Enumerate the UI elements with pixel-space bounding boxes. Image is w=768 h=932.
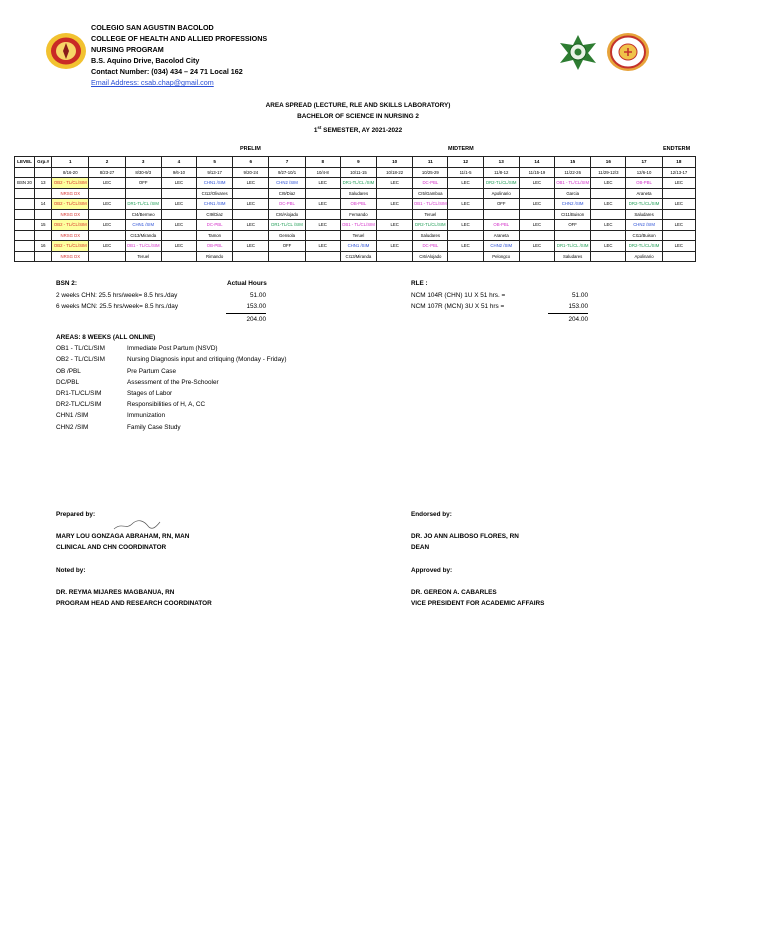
week-date: 11/15-19 [519, 167, 554, 178]
table-row [15, 199, 696, 210]
group-cell: 15 [35, 220, 52, 231]
schedule-cell: OB1 - TL/CL/SIM [555, 178, 591, 189]
list-item: OB1 - TL/CL/SIM Immediate Post Partum (NSVD) [56, 345, 218, 353]
schedule-cell [662, 230, 695, 241]
table-row [15, 209, 696, 220]
schedule-cell: Saludares [555, 251, 591, 262]
week-number: 1 [52, 157, 89, 168]
week-date: 9/20-24 [233, 167, 269, 178]
schedule-cell: DR1-TL/CL /SIM [340, 178, 376, 189]
level-header: LEVEL [15, 157, 35, 168]
schedule-cell [377, 230, 413, 241]
table-row [15, 220, 696, 231]
schedule-cell [161, 209, 196, 220]
schedule-cell: LEC [448, 241, 483, 252]
institution-header [91, 22, 267, 88]
mcn-hours-value: 153.00 [246, 303, 266, 310]
schedule-cell: NRSG DX [52, 209, 89, 220]
schedule-cell: LEC [448, 178, 483, 189]
schedule-cell: OB1 - TL/CL/SIM [413, 199, 448, 210]
schedule-cell: DC-PBL [197, 220, 233, 231]
schedule-cell: CHN1 /SIM [197, 178, 233, 189]
semester-line: 1st SEMESTER, AY 2021-2022 [313, 125, 403, 135]
table-row [15, 251, 696, 262]
schedule-cell: LEC [305, 199, 340, 210]
list-item: CHN2 /SIM Family Case Study [56, 423, 181, 431]
schedule-cell: CHN1 /SIM [197, 199, 233, 210]
schedule-cell: LEC [305, 220, 340, 231]
schedule-cell: Araneta [626, 188, 662, 199]
week-date: 11/8-12 [483, 167, 519, 178]
prepared-title: CLINICAL AND CHN COORDINATOR [56, 544, 167, 551]
schedule-cell: LEC [662, 220, 695, 231]
schedule-cell: Araneta [483, 230, 519, 241]
schedule-cell [305, 230, 340, 241]
schedule-cell: LEC [305, 241, 340, 252]
schedule-cell: Apolinario [626, 251, 662, 262]
week-number: 2 [89, 157, 125, 168]
schedule-cell [519, 209, 554, 220]
schedule-cell: CI13/Miranda [125, 230, 161, 241]
schedule-cell: OB1 - TL/CL/SIM [125, 241, 161, 252]
week-number: 9 [340, 157, 376, 168]
rle-label: RLE : [411, 280, 428, 287]
schedule-cell: DC-PBL [413, 241, 448, 252]
schedule-cell: CI9/Diaz [269, 188, 305, 199]
rle-chn-line: NCM 104R (CHN) 1U X 51 hrs. = [411, 291, 506, 299]
schedule-cell: LEC [519, 241, 554, 252]
schedule-cell: LEC [161, 241, 196, 252]
schedule-cell: CI4/Bermeo [125, 209, 161, 220]
schedule-cell: CHN2 /SIM [269, 178, 305, 189]
schedule-cell: Gensola [269, 230, 305, 241]
approved-by-block [411, 565, 544, 609]
title-line-2: BACHELOR OF SCIENCE IN NURSING 2 [297, 113, 419, 120]
college-name: COLEGIO SAN AGUSTIN BACOLOD [91, 23, 214, 32]
schedule-cell [233, 251, 269, 262]
schedule-cell [125, 188, 161, 199]
endorsed-by-block [411, 509, 519, 553]
schedule-cell [377, 251, 413, 262]
rle-mcn-value: 153.00 [568, 303, 588, 310]
prepared-by-block [56, 509, 189, 553]
schedule-cell: LEC [233, 220, 269, 231]
schedule-cell: CI11/Buison [626, 230, 662, 241]
allied-professions-logo [606, 32, 650, 72]
contact-number: Contact Number: (034) 434 – 24 71 Local 162 [91, 67, 243, 76]
noted-label: Noted by: [56, 567, 86, 574]
rle-chn-value: 51.00 [572, 291, 588, 299]
email-link[interactable]: Email Address: csab.chap@gmail.com [91, 78, 214, 87]
list-item: CHN1 /SIM Immunization [56, 412, 166, 420]
schedule-cell: CI6/Alojado [269, 209, 305, 220]
schedule-cell [377, 188, 413, 199]
group-cell [35, 251, 52, 262]
rle-total: 204.00 [548, 313, 588, 326]
schedule-cell: DR2-TL/CL/SIM [413, 220, 448, 231]
week-number: 16 [591, 157, 626, 168]
schedule-cell: CHN2 /SIM [555, 199, 591, 210]
week-date: 8/23-27 [89, 167, 125, 178]
schedule-cell: Teruel [340, 230, 376, 241]
schedule-cell: Rimando [197, 251, 233, 262]
week-date: 10/18-22 [377, 167, 413, 178]
schedule-cell [161, 188, 196, 199]
mcn-hours-line: 6 weeks MCN: 25.5 hrs/week= 8.5 hrs./day [56, 303, 179, 310]
schedule-cell [233, 230, 269, 241]
week-number: 14 [519, 157, 554, 168]
level-cell: BSN 20 [15, 178, 35, 189]
schedule-cell: LEC [89, 178, 125, 189]
schedule-cell: OB2 - TL/CL/SIM [52, 178, 89, 189]
blank-cell [35, 167, 52, 178]
approved-label: Approved by: [411, 567, 453, 574]
schedule-cell: LEC [448, 220, 483, 231]
week-number: 13 [483, 157, 519, 168]
schedule-cell: LEC [591, 220, 626, 231]
schedule-cell: CI13/Miranda [340, 251, 376, 262]
schedule-cell: LEC [591, 241, 626, 252]
prepared-label: Prepared by: [56, 511, 96, 518]
area-spread-table [14, 156, 696, 262]
endorsed-name: DR. JO ANN ALIBOSO FLORES, RN [411, 533, 519, 540]
level-cell [15, 241, 35, 252]
schedule-cell: Saludares [626, 209, 662, 220]
hours-total: 204.00 [226, 313, 266, 326]
schedule-cell: CI9/Diaz [197, 209, 233, 220]
title-line-1: AREA SPREAD (LECTURE, RLE AND SKILLS LABORATORY) [265, 102, 451, 109]
chn-hours-line: 2 weeks CHN: 25.5 hrs/week= 8.5 hrs./day [56, 291, 178, 299]
list-item: DC/PBL Assessment of the Pre-Schooler [56, 378, 219, 386]
schedule-cell [233, 209, 269, 220]
schedule-cell: CHN1 /SIM [125, 220, 161, 231]
schedule-cell: LEC [662, 178, 695, 189]
schedule-cell [591, 251, 626, 262]
schedule-cell: OFF [125, 178, 161, 189]
schedule-cell: Fernando [340, 209, 376, 220]
week-number: 7 [269, 157, 305, 168]
schedule-cell: LEC [161, 199, 196, 210]
schedule-cell [519, 188, 554, 199]
schedule-cell: OB1 - TL/CL/SIM [340, 220, 376, 231]
group-cell [35, 188, 52, 199]
schedule-cell: LEC [377, 220, 413, 231]
schedule-cell: LEC [161, 178, 196, 189]
schedule-cell: DR2-TL/CL/SIM [626, 199, 662, 210]
week-number: 6 [233, 157, 269, 168]
schedule-cell: LEC [233, 199, 269, 210]
prepared-name: MARY LOU GONZAGA ABRAHAM, RN, MAN [56, 533, 190, 540]
schedule-cell: OB2 - TL/CL/SIM [52, 241, 89, 252]
schedule-cell: LEC [305, 178, 340, 189]
chn-hours-value: 51.00 [250, 291, 266, 299]
group-cell: 16 [35, 241, 52, 252]
schedule-cell: OFF [483, 199, 519, 210]
schedule-cell [591, 230, 626, 241]
schedule-cell: LEC [89, 220, 125, 231]
schedule-cell [377, 209, 413, 220]
nursing-program-logo [556, 33, 600, 71]
schedule-cell: LEC [662, 199, 695, 210]
schedule-cell: LEC [591, 178, 626, 189]
week-number: 8 [305, 157, 340, 168]
schedule-cell: DR1-TL/CL /SIM [555, 241, 591, 252]
schedule-cell [448, 230, 483, 241]
schedule-cell [269, 251, 305, 262]
schedule-cell: OB-PBL [197, 241, 233, 252]
noted-by-block [56, 565, 212, 609]
schedule-cell: OFF [269, 241, 305, 252]
schedule-cell: LEC [519, 199, 554, 210]
bsn-label: BSN 2: [56, 280, 77, 287]
schedule-cell [161, 230, 196, 241]
table-row [15, 230, 696, 241]
schedule-cell [233, 188, 269, 199]
blank-cell [15, 167, 35, 178]
week-date: 8/16-20 [52, 167, 89, 178]
schedule-cell: LEC [662, 241, 695, 252]
schedule-cell: OB-PBL [626, 178, 662, 189]
schedule-cell: Apolinario [483, 188, 519, 199]
approved-title: VICE PRESIDENT FOR ACADEMIC AFFAIRS [411, 600, 545, 607]
schedule-cell: LEC [377, 178, 413, 189]
schedule-cell [89, 209, 125, 220]
schedule-cell: OB-PBL [483, 220, 519, 231]
program-name: NURSING PROGRAM [91, 45, 164, 54]
schedule-cell: CHN2 /SIM [626, 220, 662, 231]
week-date: 9/27-10/1 [269, 167, 305, 178]
table-dates-row [15, 167, 696, 178]
schedule-cell [305, 251, 340, 262]
week-date: 8/30-9/3 [125, 167, 161, 178]
areas-section [56, 332, 286, 433]
schedule-cell: OB2 - TL/CL/SIM [52, 199, 89, 210]
schedule-cell: DR1-TL/CL /SIM [269, 220, 305, 231]
department-name: COLLEGE OF HEALTH AND ALLIED PROFESSIONS [91, 34, 268, 43]
schedule-cell: LEC [519, 220, 554, 231]
phase-midterm: MIDTERM [448, 146, 474, 152]
schedule-cell [448, 251, 483, 262]
document-title [0, 100, 716, 136]
schedule-cell: Saludares [413, 230, 448, 241]
schedule-cell: OB-PBL [340, 199, 376, 210]
approved-name: DR. GEREON A. CABARLES [411, 589, 497, 596]
table-header-row [15, 157, 696, 168]
rle-mcn-line: NCM 107R (MCN) 3U X 51 hrs = [411, 303, 505, 310]
schedule-cell: LEC [377, 241, 413, 252]
level-cell [15, 251, 35, 262]
schedule-cell [89, 188, 125, 199]
week-date: 10/4-8 [305, 167, 340, 178]
schedule-cell: CHN2 /SIM [483, 241, 519, 252]
phase-endterm: ENDTERM [663, 146, 691, 152]
schedule-cell: CI11/Buison [555, 209, 591, 220]
endorsed-title: DEAN [411, 544, 430, 551]
schedule-cell [89, 230, 125, 241]
endorsed-label: Endorsed by: [411, 511, 452, 518]
list-item: OB2 - TL/CL/SIM Nursing Diagnosis input and critiquing (Monday - Friday) [56, 356, 287, 364]
level-cell [15, 199, 35, 210]
level-cell [15, 188, 35, 199]
schedule-cell: CI5/Gamboa [413, 188, 448, 199]
actual-hours-values [226, 290, 266, 326]
schedule-cell: NRSG DX [52, 251, 89, 262]
schedule-cell: LEC [89, 199, 125, 210]
noted-name: DR. REYMA MIJARES MAGBANUA, RN [56, 589, 175, 596]
noted-title: PROGRAM HEAD AND RESEARCH COORDINATOR [56, 600, 212, 607]
week-date: 10/11-15 [340, 167, 376, 178]
table-row [15, 241, 696, 252]
schedule-cell: NRSG DX [52, 188, 89, 199]
week-number: 12 [448, 157, 483, 168]
schedule-cell: DC-PBL [413, 178, 448, 189]
schedule-cell [555, 230, 591, 241]
schedule-cell: CI12/Olivares [197, 188, 233, 199]
week-number: 4 [161, 157, 196, 168]
list-item: DR1-TL/CL/SIM Stages of Labor [56, 390, 173, 398]
schedule-cell: LEC [377, 199, 413, 210]
week-date: 11/22-26 [555, 167, 591, 178]
level-cell [15, 230, 35, 241]
schedule-cell: LEC [233, 241, 269, 252]
schedule-cell: Teruel [413, 209, 448, 220]
actual-hours-label: Actual Hours [227, 280, 267, 287]
schedule-cell [448, 188, 483, 199]
week-date: 12/13-17 [662, 167, 695, 178]
list-item: DR2-TL/CL/SIM Responsibilities of H, A, CC [56, 401, 206, 409]
schedule-cell [89, 251, 125, 262]
week-number: 17 [626, 157, 662, 168]
table-row [15, 188, 696, 199]
phase-prelim: PRELIM [240, 146, 261, 152]
schedule-cell: DR2-TL/CL/SIM [483, 178, 519, 189]
schedule-cell [305, 188, 340, 199]
schedule-cell: Pelongco [483, 251, 519, 262]
group-cell [35, 230, 52, 241]
address: B.S. Aquino Drive, Bacolod City [91, 56, 200, 65]
week-number: 10 [377, 157, 413, 168]
schedule-cell: OFF [555, 220, 591, 231]
week-date: 9/6-10 [161, 167, 196, 178]
schedule-cell [161, 251, 196, 262]
schedule-cell: LEC [591, 199, 626, 210]
level-cell [15, 220, 35, 231]
rle-values [548, 290, 588, 326]
schedule-cell [519, 230, 554, 241]
areas-title: AREAS: 8 WEEKS (ALL ONLINE) [56, 334, 156, 341]
schedule-cell: DR1-TL/CL /SIM [125, 199, 161, 210]
week-date: 9/13-17 [197, 167, 233, 178]
schedule-cell [483, 209, 519, 220]
schedule-cell [591, 188, 626, 199]
schedule-cell: LEC [161, 220, 196, 231]
schedule-cell: Teruel [125, 251, 161, 262]
week-number: 11 [413, 157, 448, 168]
schedule-cell: LEC [89, 241, 125, 252]
schedule-cell: Tamon [197, 230, 233, 241]
level-cell [15, 209, 35, 220]
hours-section [56, 278, 178, 313]
list-item: OB /PBL Pre Partum Case [56, 367, 177, 375]
schedule-cell: Garcia [555, 188, 591, 199]
week-number: 15 [555, 157, 591, 168]
schedule-cell [591, 209, 626, 220]
group-cell [35, 209, 52, 220]
week-date: 10/25-29 [413, 167, 448, 178]
group-header: Grp.# [35, 157, 52, 168]
schedule-cell [448, 209, 483, 220]
schedule-cell: OB2 - TL/CL/SIM [52, 220, 89, 231]
college-seal-logo [45, 32, 87, 70]
week-date: 11/1-5 [448, 167, 483, 178]
schedule-cell [305, 209, 340, 220]
schedule-cell [662, 188, 695, 199]
schedule-cell: LEC [233, 178, 269, 189]
schedule-cell [662, 209, 695, 220]
table-row [15, 178, 696, 189]
schedule-cell [662, 251, 695, 262]
schedule-cell: NRSG DX [52, 230, 89, 241]
week-number: 3 [125, 157, 161, 168]
schedule-cell: LEC [519, 178, 554, 189]
schedule-cell [519, 251, 554, 262]
rle-section [411, 278, 505, 313]
schedule-cell: CHN1 /SIM [340, 241, 376, 252]
week-number: 18 [662, 157, 695, 168]
group-cell: 14 [35, 199, 52, 210]
group-cell: 13 [35, 178, 52, 189]
week-number: 5 [197, 157, 233, 168]
week-date: 12/6-10 [626, 167, 662, 178]
schedule-cell: DR2-TL/CL/SIM [626, 241, 662, 252]
schedule-cell: LEC [448, 199, 483, 210]
schedule-cell: CI6/Alojado [413, 251, 448, 262]
schedule-cell: Saludares [340, 188, 376, 199]
week-date: 11/29-12/3 [591, 167, 626, 178]
schedule-cell: DC-PBL [269, 199, 305, 210]
